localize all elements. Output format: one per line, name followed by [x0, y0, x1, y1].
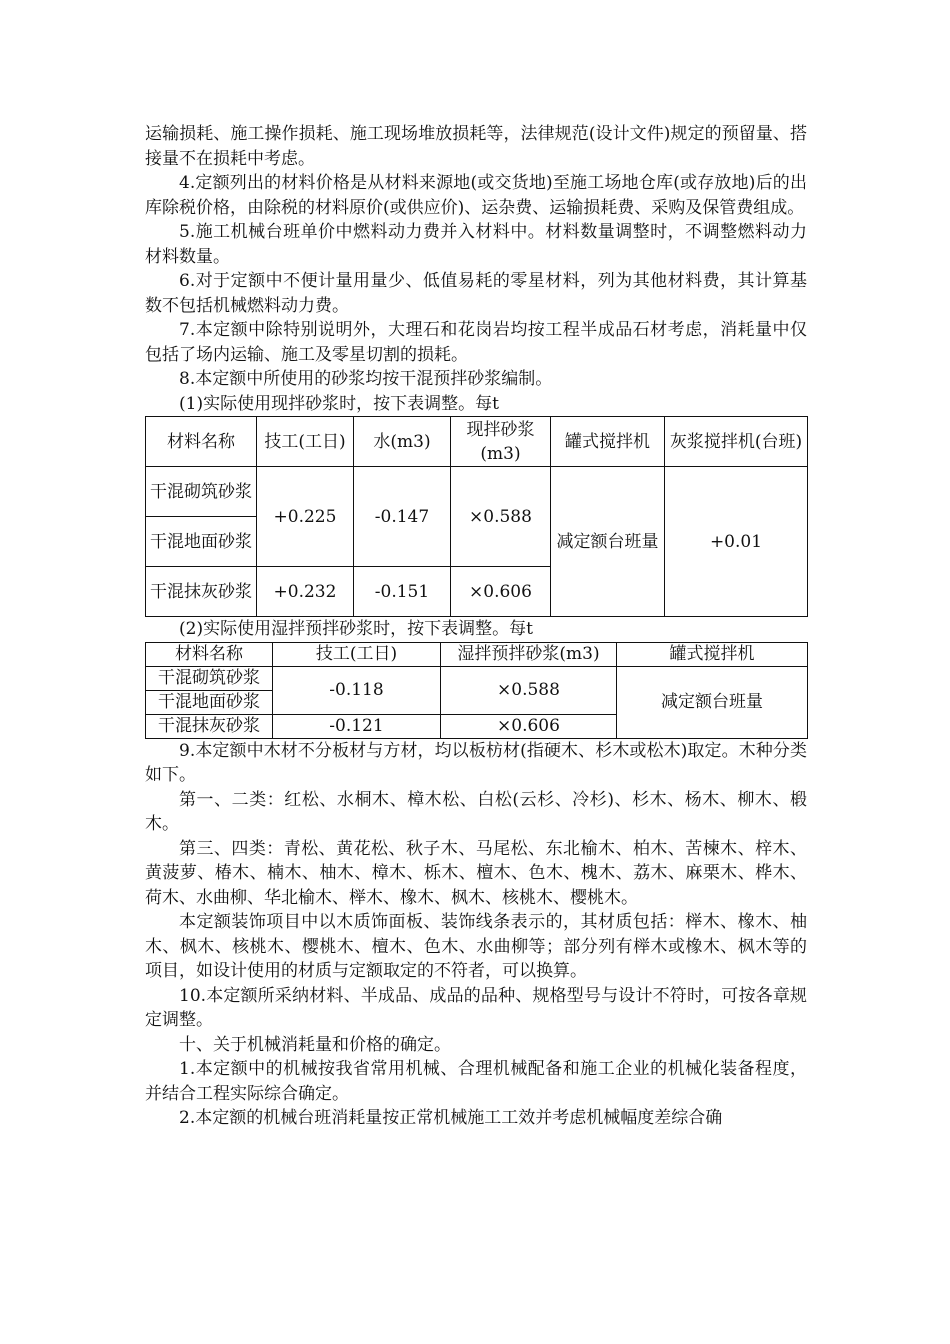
- paragraph: 6.对于定额中不便计量用量少、低值易耗的零星材料，列为其他材料费，其计算基数不包括机械燃料动力费。: [145, 271, 807, 316]
- document-body: [145, 122, 807, 1131]
- labor-cell: -0.121: [273, 714, 441, 738]
- wet-mix-adjust-table: [145, 416, 808, 617]
- mortar-cell: ×0.606: [451, 567, 551, 617]
- paragraph: 第一、二类：红松、水桐木、樟木松、白松(云杉、冷杉)、杉木、杨木、柳木、椴木。: [145, 789, 807, 834]
- table-header-cell: 湿拌预拌砂浆(m3): [441, 642, 617, 666]
- material-name-cell: 干混地面砂浆: [146, 517, 257, 567]
- table-header-cell: 技工(工日): [257, 417, 354, 467]
- table-header-cell: 灰浆搅拌机(台班): [665, 417, 808, 467]
- table-header-cell: 技工(工日): [273, 642, 441, 666]
- paragraph: 10.本定额所采纳材料、半成品、成品的品种、规格型号与设计不符时，可按各章规定调整。: [145, 985, 807, 1030]
- mortar-mixer-cell: +0.01: [665, 467, 808, 617]
- paragraph: 1.本定额中的机械按我省常用机械、合理机械配备和施工企业的机械化装备程度，并结合工程实际综合确定。: [145, 1059, 807, 1104]
- table-header-cell: 材料名称: [146, 642, 273, 666]
- paragraph: 4.定额列出的材料价格是从材料来源地(或交货地)至施工场地仓库(或存放地)后的出库除税价格，由除税的材料原价(或供应价)、运杂费、运输损耗费、采购及保管费组成。: [145, 173, 807, 218]
- paragraph: 7.本定额中除特别说明外，大理石和花岗岩均按工程半成品石材考虑，消耗量中仅包括了场内运输、施工及零星切割的损耗。: [145, 320, 807, 365]
- paragraph: 2.本定额的机械台班消耗量按正常机械施工工效并考虑机械幅度差综合确: [179, 1108, 723, 1128]
- material-name-cell: 干混砌筑砂浆: [146, 666, 273, 690]
- section-heading: 十、关于机械消耗量和价格的确定。: [179, 1034, 451, 1055]
- ready-mix-adjust-table: [145, 642, 808, 739]
- paragraph: 本定额装饰项目中以木质饰面板、装饰线条表示的，其材质包括：榉木、橡木、柚木、枫木、核桃木、樱桃木、檀木、色木、水曲柳等；部分列有榉木或橡木、枫木等的项目，如设计使用的材质与定额取定的不符者，可以换算。: [145, 912, 807, 981]
- table-row: [146, 666, 808, 690]
- mortar-cell: ×0.588: [451, 467, 551, 567]
- table-header-cell: 材料名称: [146, 417, 257, 467]
- material-name-cell: 干混地面砂浆: [146, 690, 273, 714]
- paragraph: 9.本定额中木材不分板材与方材，均以板枋材(指硬木、杉木或松木)取定。木种分类如下。: [145, 740, 807, 785]
- tank-mixer-cell: 减定额台班量: [617, 666, 808, 738]
- table2-caption: (2)实际使用湿拌预拌砂浆时，按下表调整。每t: [179, 619, 533, 639]
- mortar-cell: ×0.588: [441, 666, 617, 714]
- table-header-row: [146, 417, 808, 467]
- labor-cell: -0.118: [273, 666, 441, 714]
- table-header-cell: 水(m3): [354, 417, 451, 467]
- paragraph: 运输损耗、施工操作损耗、施工现场堆放损耗等，法律规范(设计文件)规定的预留量、搭接量不在损耗中考虑。: [145, 124, 807, 169]
- material-name-cell: 干混抹灰砂浆: [146, 567, 257, 617]
- paragraph: 8.本定额中所使用的砂浆均按干混预拌砂浆编制。: [179, 369, 553, 389]
- table-header-cell: 罐式搅拌机: [551, 417, 665, 467]
- water-cell: -0.151: [354, 567, 451, 617]
- material-name-cell: 干混砌筑砂浆: [146, 467, 257, 517]
- table-header-cell: 现拌砂浆(m3): [451, 417, 551, 467]
- table-header-row: [146, 642, 808, 666]
- table-header-cell: 罐式搅拌机: [617, 642, 808, 666]
- material-name-cell: 干混抹灰砂浆: [146, 714, 273, 738]
- mortar-cell: ×0.606: [441, 714, 617, 738]
- tank-mixer-cell: 减定额台班量: [551, 467, 665, 617]
- labor-cell: +0.232: [257, 567, 354, 617]
- water-cell: -0.147: [354, 467, 451, 567]
- labor-cell: +0.225: [257, 467, 354, 567]
- table-row: [146, 467, 808, 517]
- table1-caption: (1)实际使用现拌砂浆时，按下表调整。每t: [179, 393, 499, 414]
- paragraph: 第三、四类：青松、黄花松、秋子木、马尾松、东北榆木、柏木、苦楝木、梓木、黄菠萝、椿木、楠木、柚木、樟木、栎木、檀木、色木、槐木、荔木、麻栗木、桦木、荷木、水曲柳、华北榆木、榉木、橡木、枫木、核桃木、樱桃木。: [145, 838, 807, 908]
- paragraph: 5.施工机械台班单价中燃料动力费并入材料中。材料数量调整时，不调整燃料动力材料数量。: [145, 222, 807, 267]
